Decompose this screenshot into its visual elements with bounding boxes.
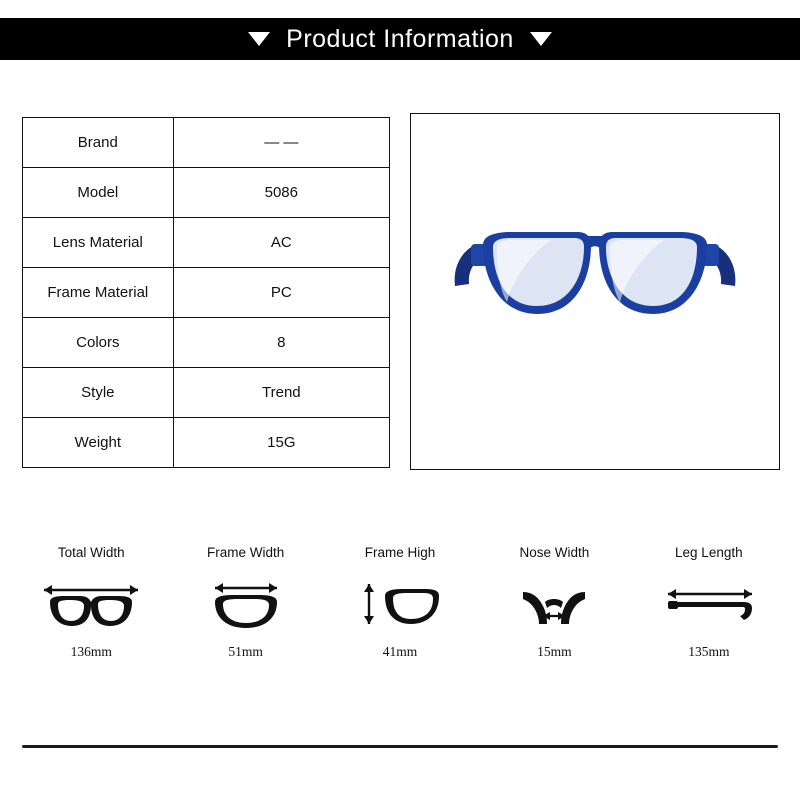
spec-value-style: Trend — [173, 368, 389, 418]
spec-value-weight: 15G — [173, 418, 389, 468]
measurement-value: 136mm — [70, 644, 112, 659]
nose-bridge-width-icon — [499, 572, 609, 634]
triangle-down-icon-right — [530, 32, 552, 46]
measurement-label: Frame Width — [206, 545, 285, 560]
specification-table — [22, 117, 390, 468]
triangle-down-icon-left — [248, 32, 270, 46]
glasses-product-illustration — [411, 114, 779, 469]
spec-value-colors: 8 — [173, 318, 389, 368]
table-row — [23, 368, 390, 418]
measurement-total-width — [14, 545, 168, 660]
spec-value-lens-material: AC — [173, 218, 389, 268]
spec-label-model: Model — [23, 168, 174, 218]
measurement-value: 15mm — [537, 644, 572, 659]
spec-value-model: 5086 — [173, 168, 389, 218]
product-image-panel — [410, 113, 780, 470]
measurement-value: 51mm — [228, 644, 263, 659]
spec-label-frame-material: Frame Material — [23, 268, 174, 318]
measurements-row — [14, 545, 786, 660]
measurement-value: 135mm — [688, 644, 730, 659]
measurement-value: 41mm — [382, 644, 418, 659]
spec-label-brand: Brand — [23, 118, 174, 168]
spec-label-colors: Colors — [23, 318, 174, 368]
glasses-total-width-icon — [36, 572, 146, 634]
spec-label-style: Style — [23, 368, 174, 418]
spec-value-frame-material: PC — [173, 268, 389, 318]
measurement-label: Frame High — [364, 545, 436, 560]
measurement-frame-width — [168, 545, 322, 660]
measurement-leg-length — [632, 545, 786, 660]
table-row — [23, 168, 390, 218]
header-inner — [248, 25, 552, 54]
table-row — [23, 218, 390, 268]
measurement-frame-high — [323, 545, 477, 660]
header-banner — [0, 18, 800, 60]
page-title: Product Information — [286, 24, 514, 53]
measurement-label: Total Width — [57, 545, 125, 560]
spec-label-lens-material: Lens Material — [23, 218, 174, 268]
lens-frame-height-icon — [345, 572, 455, 634]
table-row — [23, 318, 390, 368]
measurement-nose-width — [477, 545, 631, 660]
spec-value-brand: — — — [173, 118, 389, 168]
bottom-divider — [22, 745, 778, 748]
measurement-label: Nose Width — [519, 545, 590, 560]
temple-leg-length-icon — [654, 572, 764, 634]
table-row — [23, 418, 390, 468]
measurement-label: Leg Length — [675, 545, 743, 560]
table-row — [23, 118, 390, 168]
spec-label-weight: Weight — [23, 418, 174, 468]
lens-frame-width-icon — [191, 572, 301, 634]
table-row — [23, 268, 390, 318]
